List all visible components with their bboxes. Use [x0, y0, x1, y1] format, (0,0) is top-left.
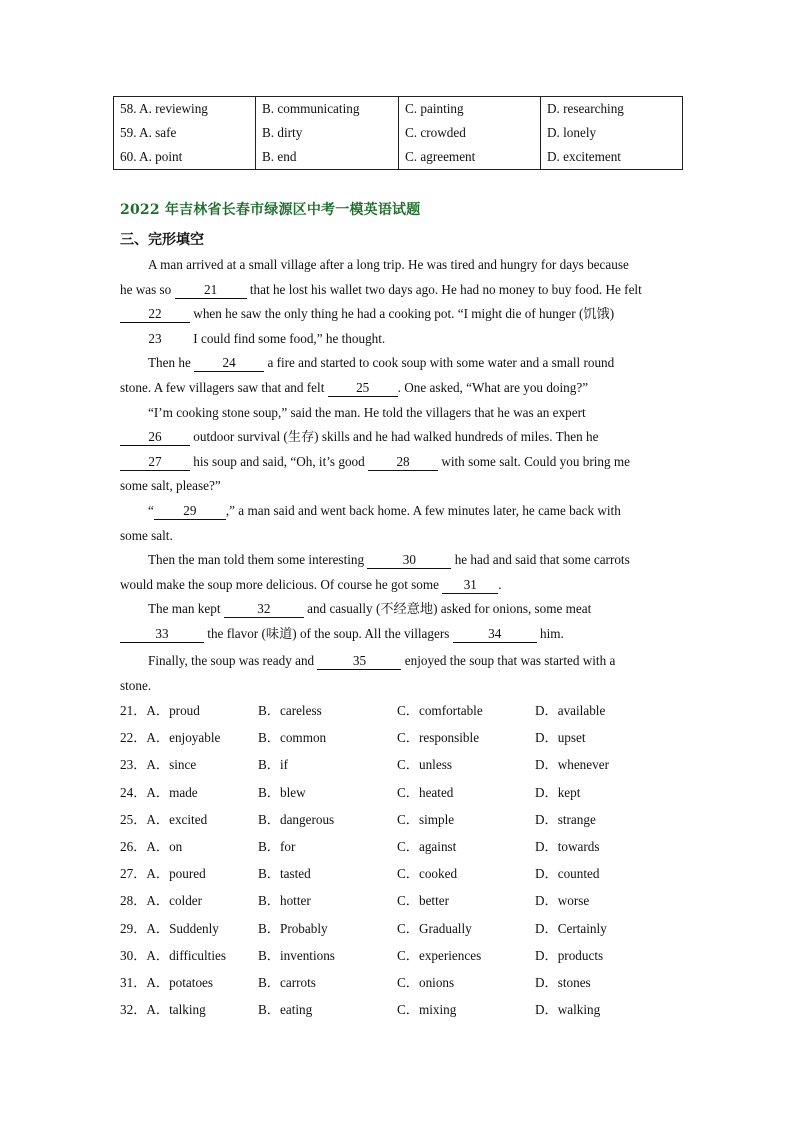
table-cell — [541, 97, 683, 170]
option-b: B．for — [258, 838, 296, 854]
passage-text: some salt, please?” — [120, 478, 221, 494]
option-c: C．Gradually — [397, 920, 472, 936]
option-d: D．upset — [535, 730, 586, 746]
option-d: D．available — [535, 703, 606, 718]
option-c: C．experiences — [397, 947, 482, 963]
option-a: 27．A．poured — [120, 866, 206, 882]
option-b: B．hotter — [258, 893, 311, 909]
passage-text: with some salt. Could you bring me — [438, 453, 630, 469]
question-row — [120, 782, 700, 809]
option-b: B．common — [258, 730, 327, 746]
passage-line — [120, 303, 680, 328]
question-list — [120, 700, 700, 1026]
option-a: 28．A．colder — [120, 893, 203, 909]
passage-line — [120, 254, 680, 279]
blank-33: 33 — [120, 625, 204, 643]
option-text: D. excitement — [547, 149, 621, 164]
passage-text: some salt. — [120, 527, 173, 543]
blank-31: 31 — [442, 576, 498, 594]
passage-text: a fire and started to cook soup with some water and a small round — [264, 355, 615, 371]
question-row — [120, 863, 700, 890]
section-heading: 三、完形填空 — [120, 232, 204, 248]
option-c: C．better — [397, 893, 450, 909]
option-b: B．tasted — [258, 866, 311, 882]
option-c: C．comfortable — [397, 703, 483, 718]
option-b: B．carrots — [258, 974, 316, 990]
passage-text: ,” a man said and went back home. A few minutes later, he came back with — [225, 502, 621, 518]
option-a: 26．A．on — [120, 838, 183, 854]
option-a: 25．A．excited — [120, 811, 208, 827]
question-row — [120, 727, 700, 754]
option-b: B．Probably — [258, 920, 328, 936]
option-a: 21．A．proud — [120, 703, 200, 718]
option-d: D．worse — [535, 893, 590, 909]
passage-line — [120, 352, 680, 377]
option-text: B. dirty — [262, 125, 303, 140]
passage-text: he had and said that some carrots — [451, 552, 630, 568]
option-c: C．cooked — [397, 866, 458, 882]
passage-line — [120, 328, 680, 353]
passage-line — [120, 598, 680, 623]
blank-23: 23 — [148, 330, 162, 346]
passage-line — [120, 675, 680, 700]
passage-text: “I’m cooking stone soup,” said the man. He told the villagers that he was an expert — [148, 404, 586, 420]
option-text: 58. A. reviewing — [120, 101, 208, 116]
option-text: C. painting — [405, 101, 464, 116]
option-text: D. researching — [547, 101, 624, 116]
passage-text: Then he — [148, 355, 195, 371]
option-a: 29．A．Suddenly — [120, 920, 219, 936]
blank-21: 21 — [175, 281, 247, 299]
passage-text: he was so — [120, 281, 175, 297]
passage-text: that he lost his wallet two days ago. He had no money to buy food. He felt — [246, 281, 642, 297]
passage-text: Finally, the soup was ready and — [148, 652, 318, 668]
cloze-passage — [120, 254, 680, 699]
blank-30: 30 — [367, 551, 451, 569]
blank-29: 29 — [154, 502, 226, 520]
exam-title: 2022 年吉林省长春市绿源区中考一模英语试题 — [120, 202, 421, 218]
table-cell — [399, 97, 541, 170]
blank-35: 35 — [317, 652, 401, 670]
passage-line — [120, 525, 680, 550]
question-row — [120, 809, 700, 836]
question-row — [120, 890, 700, 917]
passage-line — [120, 650, 680, 675]
option-text: 60. A. point — [120, 149, 183, 164]
blank-27: 27 — [120, 453, 190, 471]
option-text: C. agreement — [405, 149, 476, 164]
passage-text: enjoyed the soup that was started with a — [401, 652, 616, 668]
question-row — [120, 836, 700, 863]
option-a: 30．A．difficulties — [120, 947, 226, 963]
option-b: B．careless — [258, 703, 322, 718]
table-row — [114, 97, 683, 170]
option-b: B．inventions — [258, 947, 335, 963]
passage-line — [120, 475, 680, 500]
option-text: C. crowded — [405, 125, 466, 140]
passage-text: his soup and said, “Oh, it’s good — [190, 453, 369, 469]
passage-text: Then the man told them some interesting — [148, 552, 368, 568]
option-d: D．walking — [535, 1002, 601, 1018]
passage-line — [120, 426, 680, 451]
passage-text: The man kept — [148, 601, 224, 617]
passage-text: stone. — [120, 677, 152, 693]
blank-22: 22 — [120, 305, 190, 323]
blank-26: 26 — [120, 428, 190, 446]
passage-text: him. — [536, 625, 564, 641]
table-cell — [256, 97, 399, 170]
passage-text: the flavor (味道) of the soup. All the villagers — [204, 625, 453, 641]
option-d: D．counted — [535, 866, 600, 882]
passage-text: “ — [148, 502, 154, 518]
passage-line — [120, 377, 680, 402]
passage-line — [120, 451, 680, 476]
options-table — [113, 96, 683, 170]
option-a: 23．A．since — [120, 757, 197, 773]
option-c: C．heated — [397, 784, 454, 800]
passage-text: I could find some food,” he thought. — [190, 330, 386, 346]
option-d: D．Certainly — [535, 920, 607, 936]
option-c: C．mixing — [397, 1002, 457, 1018]
passage-line — [120, 279, 680, 304]
option-d: D．whenever — [535, 757, 609, 773]
option-text: B. end — [262, 149, 297, 164]
question-row — [120, 754, 700, 781]
passage-text: . — [498, 576, 502, 592]
option-d: D．strange — [535, 811, 596, 827]
option-d: D．kept — [535, 784, 581, 800]
passage-line — [120, 402, 680, 427]
passage-text: outdoor survival (生存) skills and he had walked hundreds of miles. Then he — [190, 429, 599, 445]
option-text: 59. A. safe — [120, 125, 177, 140]
passage-line — [120, 500, 680, 525]
table-cell — [114, 97, 256, 170]
option-c: C．responsible — [397, 730, 480, 746]
passage-text: and casually (不经意地) asked for onions, some meat — [303, 601, 592, 617]
option-c: C．onions — [397, 974, 455, 990]
question-row — [120, 945, 700, 972]
blank-28: 28 — [368, 453, 438, 471]
option-d: D．products — [535, 947, 604, 963]
blank-25: 25 — [328, 379, 398, 397]
option-d: D．stones — [535, 974, 591, 990]
question-row — [120, 918, 700, 945]
question-row — [120, 972, 700, 999]
passage-text: when he saw the only thing he had a cooking pot. “I might die of hunger (饥饿) — [190, 306, 615, 322]
option-a: 31．A．potatoes — [120, 974, 214, 990]
passage-text: stone. A few villagers saw that and felt — [120, 379, 328, 395]
passage-text: A man arrived at a small village after a long trip. He was tired and hungry for days because — [148, 257, 629, 272]
passage-line — [120, 574, 680, 599]
option-b: B．blew — [258, 784, 306, 800]
option-text: B. communicating — [262, 101, 360, 116]
passage-line — [120, 623, 680, 650]
option-d: D．towards — [535, 838, 600, 854]
blank-24: 24 — [194, 354, 264, 372]
passage-line — [120, 549, 680, 574]
option-c: C．unless — [397, 757, 452, 773]
option-b: B．if — [258, 757, 289, 773]
passage-text: . One asked, “What are you doing?” — [397, 379, 589, 395]
option-a: 24．A．made — [120, 784, 198, 800]
question-row — [120, 999, 700, 1026]
option-c: C．simple — [397, 811, 455, 827]
option-text: D. lonely — [547, 125, 597, 140]
blank-32: 32 — [224, 600, 304, 618]
question-row — [120, 700, 700, 727]
option-c: C．against — [397, 838, 457, 854]
option-a: 22．A．enjoyable — [120, 730, 221, 746]
option-b: B．eating — [258, 1002, 313, 1018]
blank-34: 34 — [453, 625, 537, 643]
option-b: B．dangerous — [258, 811, 335, 827]
passage-text: would make the soup more delicious. Of course he got some — [120, 576, 443, 592]
option-a: 32．A．talking — [120, 1002, 206, 1018]
